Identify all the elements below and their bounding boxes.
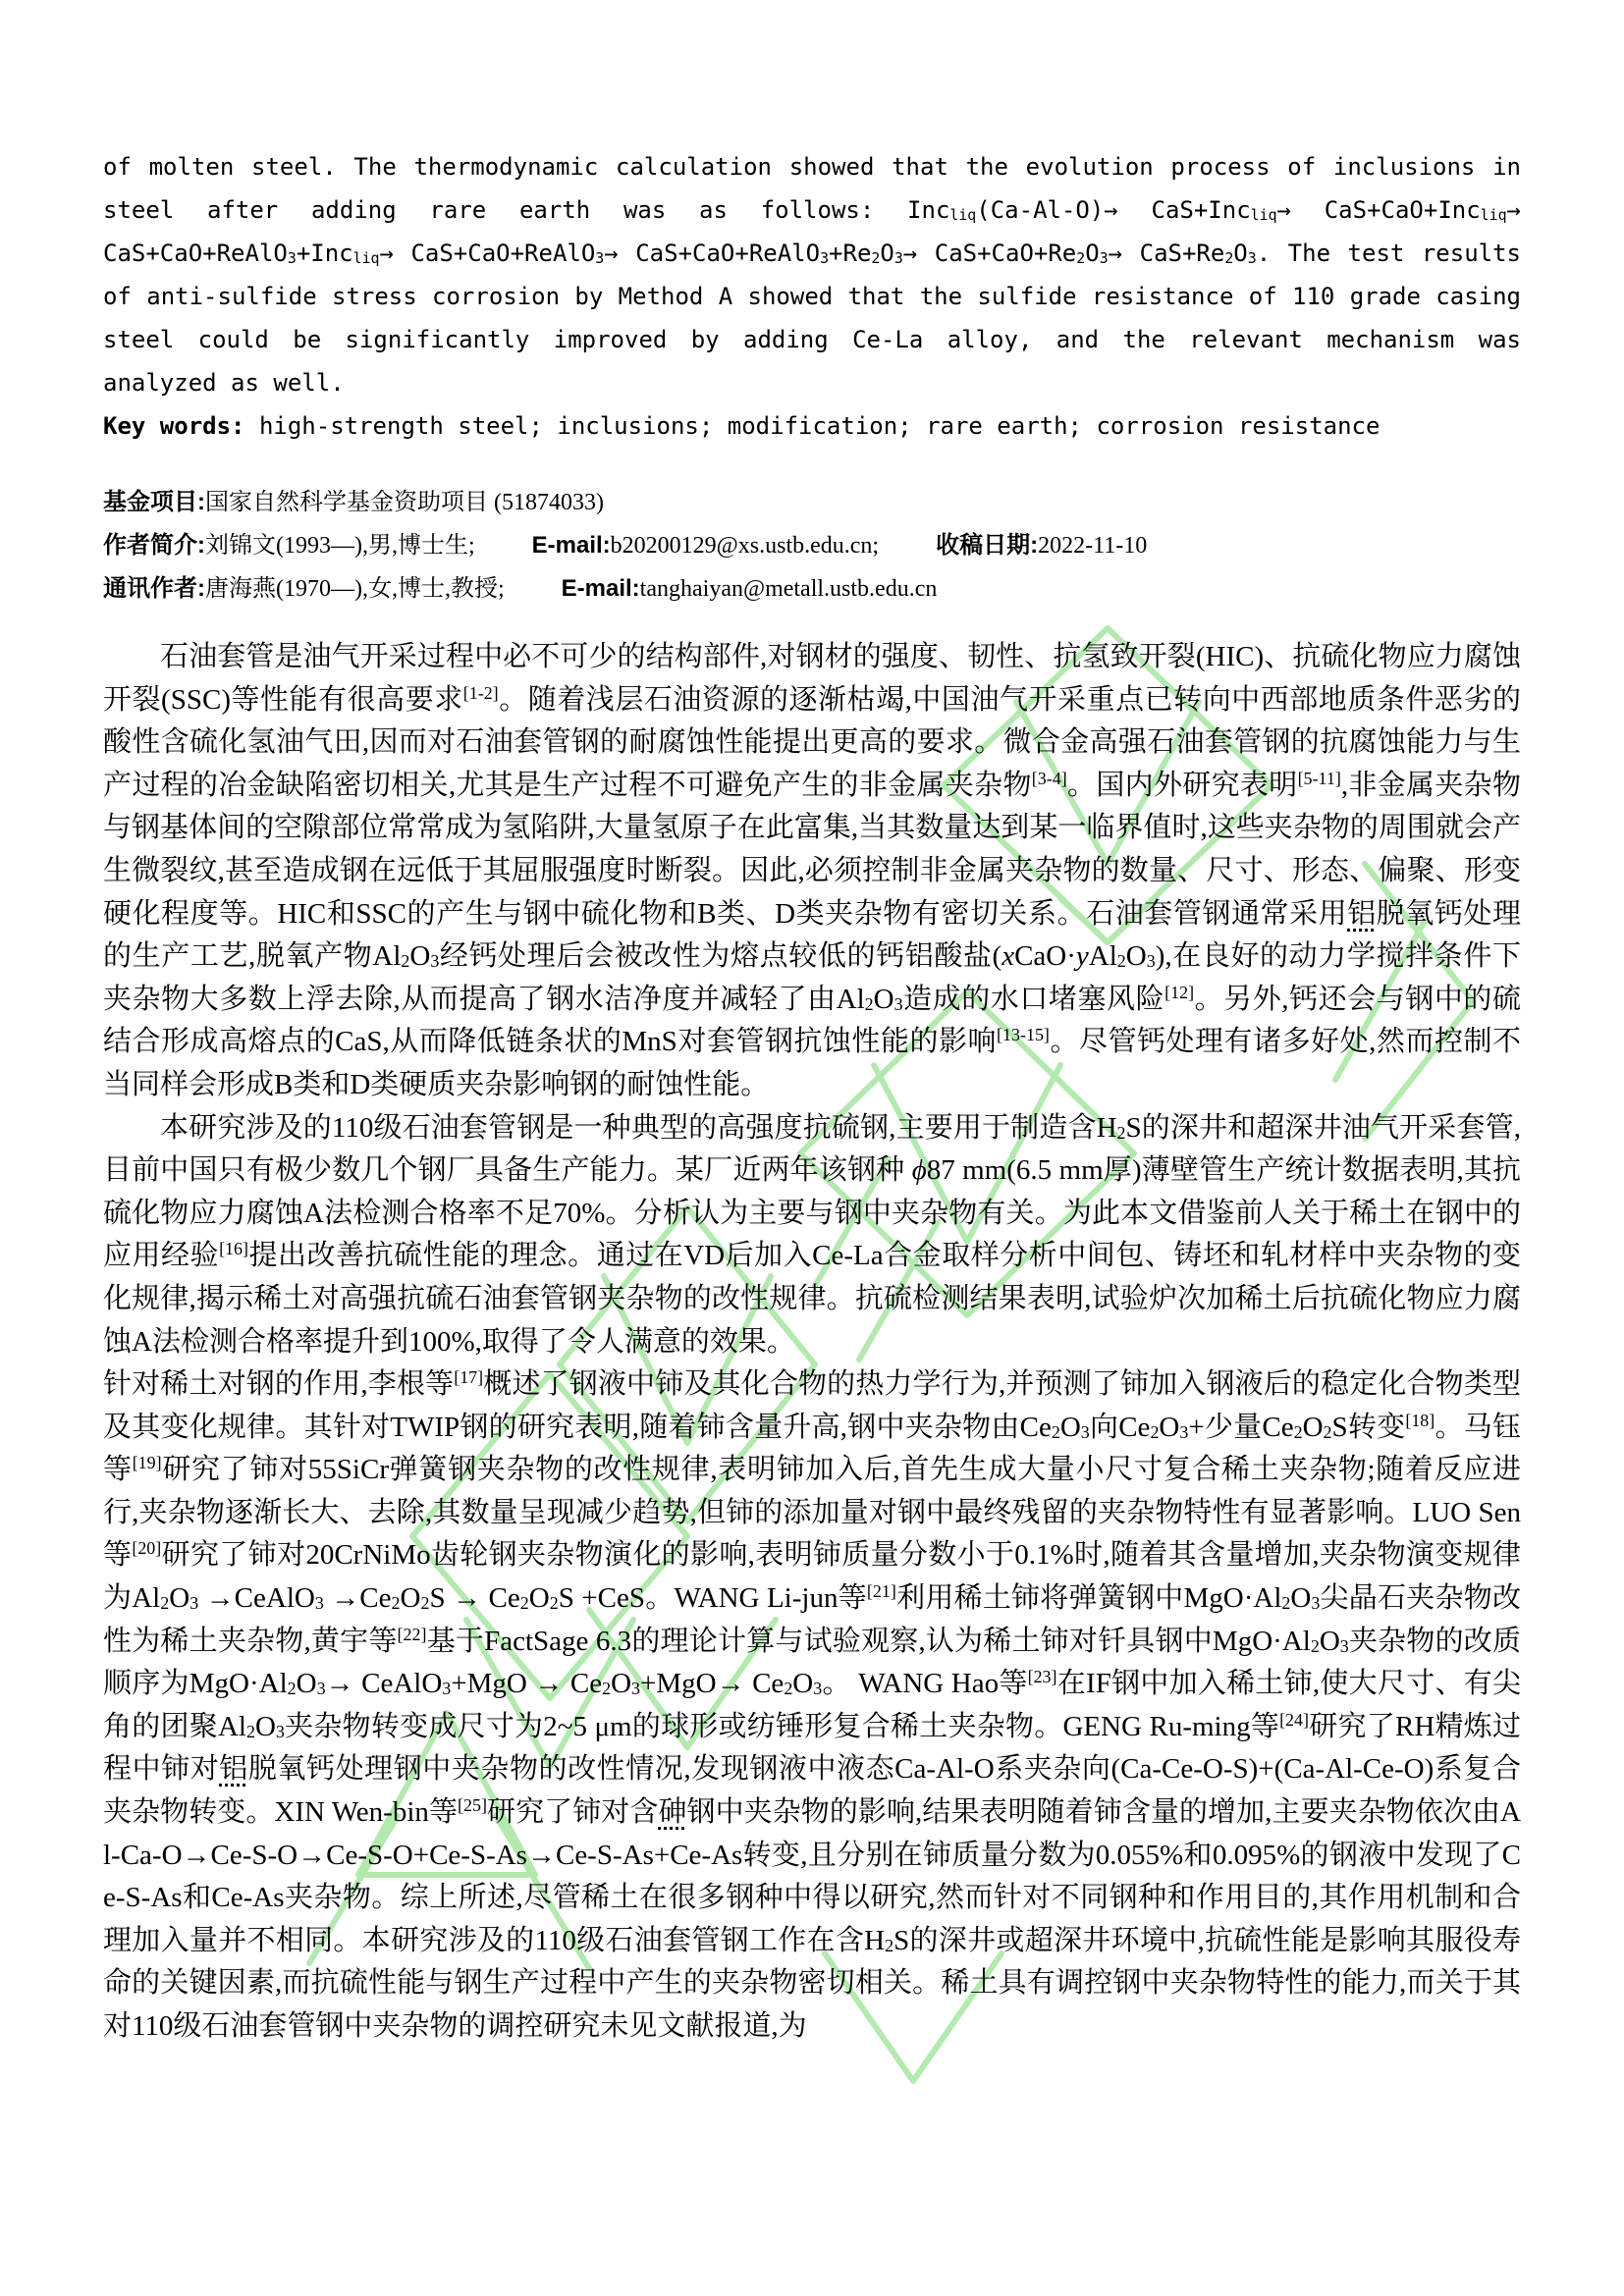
abstract-section [103, 145, 1521, 448]
corr-value: 唐海燕(1970—),女,博士,教授; [205, 576, 505, 602]
author-label: 作者简介: [103, 532, 205, 559]
email1-value: b20200129@xs.ustb.edu.cn; [610, 533, 880, 559]
fund-label: 基金项目: [103, 489, 205, 515]
body-paragraph-3: 针对稀土对钢的作用,李根等[17]概述了钢液中铈及其化合物的热力学行为,并预测了铈加入钢液后的稳定化合物类型及其变化规律。其针对TWIP钢的研究表明,随着铈含量升高,钢中夹杂物由$Ce_2O_3$向$Ce_2O_3+$少量$Ce_2O_2S$转变[18]。马钰等[19]研究了铈对55SiCr弹簧钢夹杂物的改性规律,表明铈加入后,首先生成大量小尺寸复合稀土夹杂物;随着反应进行,夹杂物逐渐长大、去除,其数量呈现减少趋势,但铈的添加量对钢中最终残留的夹杂物特性有显著影响。LUO Sen等[20]研究了铈对20CrNiMo齿轮钢夹杂物演化的影响,表明铈质量分数小于0.1%时,随着其含量增加,夹杂物演变规律为$Al_2O_3$ →CeAlO$_3$ $\to Ce_2O_2S \to Ce_2O_2S +CeS$。WANG Li-jun等[21]利用稀土铈将弹簧钢中$MgO\cdot Al_2O_3$尖晶石夹杂物改性为稀土夹杂物,黄宇等[22]基于FactSage 6.3的理论计算与试验观察,认为稀土铈对钎具钢中$MgO\cdot Al_2O_3$夹杂物的改质顺序为$MgO\cdot Al_2O_3\to$ CeAlO$_3$+MgO → $Ce_2O_3+MgO\to Ce_2O_3$。 WANG Hao等[23]在IF钢中加入稀土铈,使大尺寸、有尖角的团聚$Al_2O_3$夹杂物转变成尺寸为2~5 μm的球形或纺锤形复合稀土夹杂物。GENG Ru-ming等[24]研究了RH精炼过程中铈对铝脱氧钙处理钢中夹杂物的改性情况,发现钢液中液态Ca-Al-O系夹杂向(Ca-Ce-O-S)+(Ca-Al-Ce-O)系复合夹杂物转变。XIN Wen-bin等[25]研究了铈对含砷钢中夹杂物的影响,结果表明随着铈含量的增加,主要夹杂物依次由Al-Ca-O→Ce-S-O→Ce-S-O+Ce-S-As→Ce-S-As+Ce-As转变,且分别在铈质量分数为0.055%和0.095%的钢液中发现了Ce-S-As和Ce-As夹杂物。综上所述,尽管稀土在很多钢种中得以研究,然而针对不同钢种和作用目的,其作用机制和合理加入量并不相同。本研究涉及的110级石油套管钢工作在含$H_2S$的深井或超深井环境中,抗硫性能是影响其服役寿命的关键因素,而抗硫性能与钢生产过程中产生的夹杂物密切相关。稀土具有调控钢中夹杂物特性的能力,而关于其对110级石油套管钢中夹杂物的调控研究未见文献报道,为 [103, 1367, 1521, 2042]
body-section [103, 636, 1521, 2049]
author-line [103, 524, 1521, 567]
keywords-label: Key words: [103, 412, 245, 440]
received-label: 收稿日期: [936, 532, 1039, 559]
abstract-paragraph: of molten steel. The thermodynamic calculation showed that the evolution process of inclusions in steel after adding rare earth was as follows: Inc$_{liq}$(Ca-Al-O)→ CaS+Inc$_{liq}$→ CaS+CaO+Inc$_{liq}$→ CaS+CaO+ReAlO$_3$+Inc$_{liq}$→ CaS+CaO+ReAlO$_3$→ $CaS+CaO+ReAlO_3+Re_2O_3\to CaS+CaO+Re_2O_3\to CaS+Re_2O_3$. The test results of anti-sulfide stress corrosion by Method A showed that the sulfide resistance of 110 grade casing steel could be significantly improved by adding Ce-La alloy, and the relevant mechanism was analyzed as well. [103, 153, 1522, 397]
keywords-text: high-strength steel; inclusions; modification; rare earth; corrosion resistance [244, 412, 1380, 440]
body-paragraph-1: 石油套管是油气开采过程中必不可少的结构部件,对钢材的强度、韧性、抗氢致开裂(HIC)、抗硫化物应力腐蚀开裂(SSC)等性能有很高要求[1-2]。随着浅层石油资源的逐渐枯竭,中国油气开采重点已转向中西部地质条件恶劣的酸性含硫化氢油气田,因而对石油套管钢的耐腐蚀性能提出更高的要求。微合金高强石油套管钢的抗腐蚀能力与生产过程的冶金缺陷密切相关,尤其是生产过程不可避免产生的非金属夹杂物[3-4]。国内外研究表明[5-11],非金属夹杂物与钢基体间的空隙部位常常成为氢陷阱,大量氢原子在此富集,当其数量达到某一临界值时,这些夹杂物的周围就会产生微裂纹,甚至造成钢在远低于其屈服强度时断裂。因此,必须控制非金属夹杂物的数量、尺寸、形态、偏聚、形变硬化程度等。HIC和SSC的产生与钢中硫化物和B类、D类夹杂物有密切关系。石油套管钢通常采用铝脱氧钙处理的生产工艺,脱氧产物$Al_2O_3$经钙处理后会被改性为熔点较低的钙铝酸盐$(xCaO\cdot yAl_2O_3)$,在良好的动力学搅拌条件下夹杂物大多数上浮去除,从而提高了钢水洁净度并减轻了由$Al_2O_3$造成的水口堵塞风险[12]。另外,钙还会与钢中的硫结合形成高熔点的CaS,从而降低链条状的MnS对套管钢抗蚀性能的影响[13-15]。尽管钙处理有诸多好处,然而控制不当同样会形成B类和D类硬质夹杂影响钢的耐蚀性能。 [103, 641, 1521, 1100]
meta-section [103, 481, 1521, 611]
author-value: 刘锦文(1993—),男,博士生; [205, 533, 475, 559]
email2-value: tanghaiyan@metall.ustb.edu.cn [639, 576, 938, 602]
fund-line [103, 481, 1521, 524]
email1-label: E-mail: [531, 532, 611, 559]
received-value: 2022-11-10 [1038, 533, 1148, 559]
corr-label: 通讯作者: [103, 575, 205, 602]
fund-value: 国家自然科学基金资助项目 (51874033) [205, 490, 604, 515]
keywords-line [103, 404, 1521, 448]
page-content [103, 145, 1521, 2049]
corresponding-line [103, 567, 1521, 611]
body-paragraph-2: 本研究涉及的110级石油套管钢是一种典型的高强度抗硫钢,主要用于制造含$H_2S$的深井和超深井油气开采套管,目前中国只有极少数几个钢厂具备生产能力。某厂近两年该钢种 ϕ87 mm(6.5 mm厚)薄壁管生产统计数据表明,其抗硫化物应力腐蚀A法检测合格率不足70%。分析认为主要与钢中夹杂物有关。为此本文借鉴前人关于稀土在钢中的应用经验[16]提出改善抗硫性能的理念。通过在VD后加入Ce-La合金取样分析中间包、铸坯和轧材样中夹杂物的变化规律,揭示稀土对高强抗硫石油套管钢夹杂物的改性规律。抗硫检测结果表明,试验炉次加稀土后抗硫化物应力腐蚀A法检测合格率提升到100%,取得了令人满意的效果。 [103, 1111, 1521, 1358]
email2-label: E-mail: [561, 575, 640, 602]
